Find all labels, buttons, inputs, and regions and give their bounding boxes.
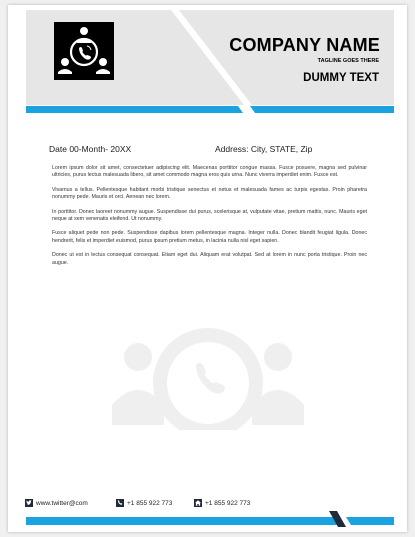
letter-body <box>52 165 367 274</box>
tagline: TAGLINE GOES THERE <box>317 58 379 64</box>
letter-date: Date 00-Month- 20XX <box>49 144 132 154</box>
header-banner <box>26 10 394 113</box>
phone-number: +1 855 922 773 <box>205 499 251 507</box>
letter-address: Address: City, STATE, Zip <box>215 144 313 154</box>
body-paragraph: Lorem ipsum dolor sit amet, consectetuer adipiscing elit. Maecenas porttitor congue massa. Fusce posuere, magna sed pulvinar ultricies, purus lectus malesuada libero, sit amet commodo magna eros quis urna. Nunc viverra imperdiet enim. Fusce est. <box>52 165 367 179</box>
watermark-logo-icon <box>108 305 308 435</box>
body-paragraph: Fusce aliquet pede non pede. Suspendisse dapibus lorem pellentesque magna. Integer nulla. Donec blandit feugiat ligula. Donec hendrerit, felis et imperdiet euismod, purus ipsum pretium metus, in lacinia nulla nisl eget sapien. <box>52 230 367 244</box>
team-call-logo-icon <box>54 22 114 80</box>
body-paragraph: In porttitor. Donec laoreet nonummy augue. Suspendisse dui purus, scelerisque at, vulputate vitae, pretium mattis, nunc. Mauris eget neque at sem venenatis eleifend. Ut nonummy. <box>52 208 367 223</box>
body-paragraph: Vivamus a tellus. Pellentesque habitant morbi tristique senectus et netus et malesuada fames ac turpis egestas. Proin pharetra nonummy pede. Mauris et orci. Aenean nec lorem. <box>52 186 367 201</box>
body-paragraph: Donec ut est in lectus consequat consequat. Etiam eget dui. Aliquam erat volutpat. Sed at lorem in nunc porta tristique. Proin nec augue. <box>52 252 367 266</box>
phone-number: +1 855 922 773 <box>127 499 173 507</box>
company-name: COMPANY NAME <box>229 35 380 55</box>
footer-banner <box>26 497 394 527</box>
header-subtitle: DUMMY TEXT <box>303 72 379 84</box>
twitter-handle: www.twitter@com <box>36 499 88 507</box>
letterhead-page <box>8 5 407 532</box>
